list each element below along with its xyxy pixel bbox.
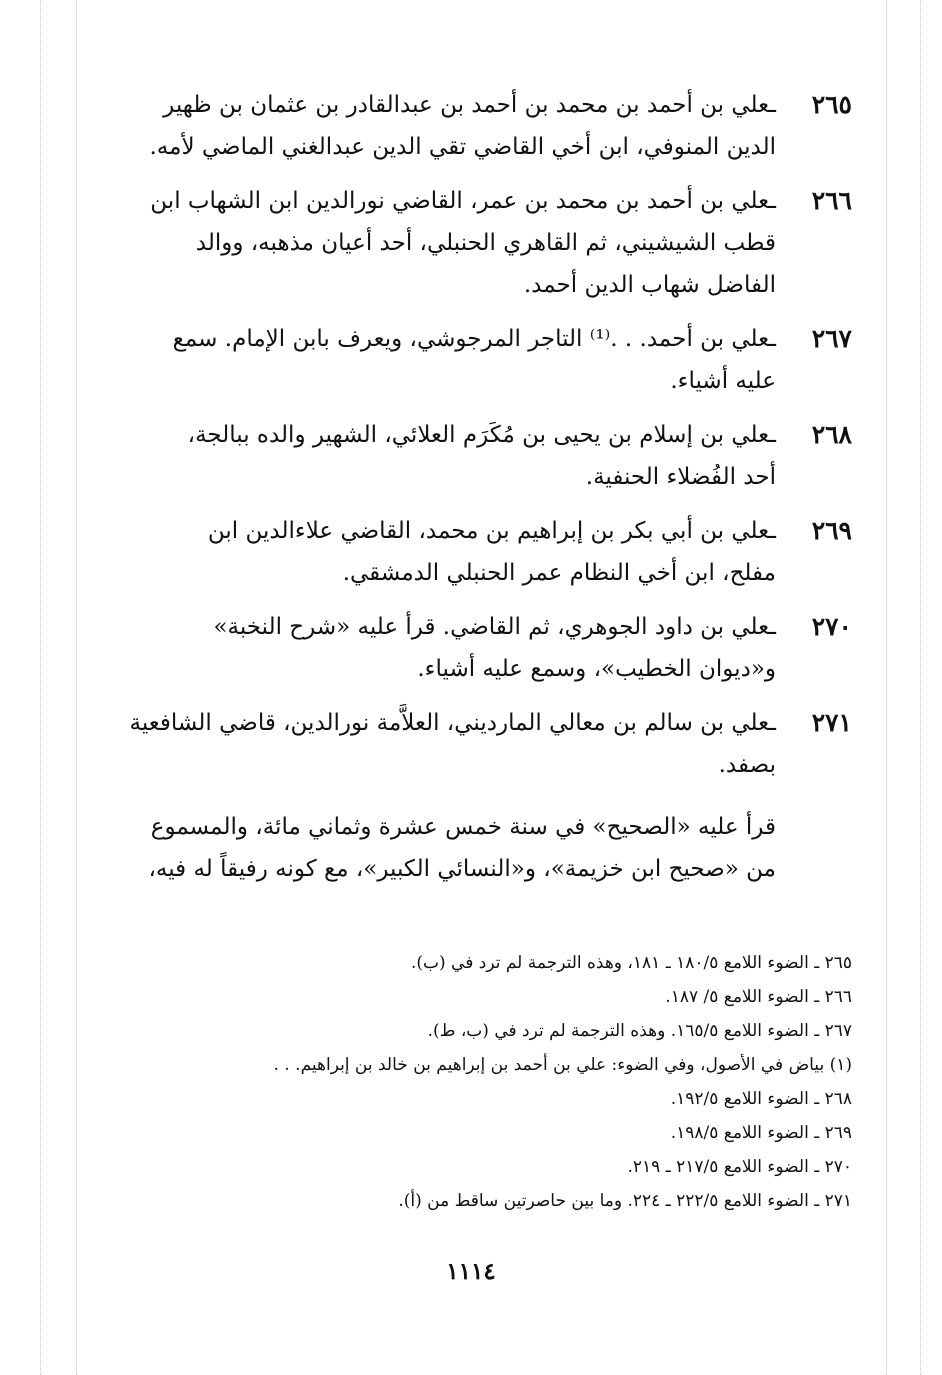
footnote: ٢٦٨ ـ الضوء اللامع ١٩٢/٥. — [670, 1089, 852, 1109]
margin-guide-right-inner — [886, 0, 887, 1375]
entry-line: ـعلي بن أحمد بن محمد بن أحمد بن عبدالقادر بن عثمان بن ظهير — [163, 92, 776, 118]
entry-line: ـعلي بن أبي بكر بن إبراهيم بن محمد، القاضي علاءالدين ابن — [207, 518, 776, 544]
entry-line: ـعلي بن داود الجوهري، ثم القاضي. قرأ عليه «شرح النخبة» — [213, 614, 776, 640]
entry-number: ٢٦٥ — [811, 90, 852, 119]
footnote: ٢٦٥ ـ الضوء اللامع ١٨٠/٥ ـ ١٨١، وهذه الترجمة لم ترد في (ب). — [410, 953, 852, 973]
footnote: ٢٧٠ ـ الضوء اللامع ٢١٧/٥ ـ ٢١٩. — [627, 1157, 852, 1177]
entry-267 — [100, 318, 852, 402]
entry-270 — [100, 606, 852, 690]
entry-268 — [100, 414, 852, 498]
entry-number: ٢٧١ — [811, 708, 852, 737]
entry-line: الفاضل شهاب الدين أحمد. — [523, 272, 776, 298]
footnote: (١) بياض في الأصول، وفي الضوء: علي بن أحمد بن إبراهيم بن خالد بن إبراهيم. . . — [273, 1055, 852, 1075]
paragraph-line: قرأ عليه «الصحيح» في سنة خمس عشرة وثماني مائة، والمسموع — [150, 814, 776, 840]
footnotes — [100, 946, 852, 1218]
entry-line: ـعلي بن سالم بن معالي المارديني، العلاَّمة نورالدين، قاضي الشافعية — [129, 710, 776, 736]
entry-line: الدين المنوفي، ابن أخي القاضي تقي الدين عبدالغني الماضي لأمه. — [149, 134, 776, 160]
entry-line: قطب الشيشيني، ثم القاهري الحنبلي، أحد أعيان مذهبه، ووالد — [195, 230, 776, 256]
entry-number: ٢٦٧ — [811, 324, 852, 353]
entry-number: ٢٦٨ — [811, 420, 852, 449]
footnote: ٢٦٧ ـ الضوء اللامع ١٦٥/٥. وهذه الترجمة لم ترد في (ب، ط). — [427, 1021, 852, 1041]
main-text — [100, 84, 852, 890]
entry-266 — [100, 180, 852, 306]
entry-number: ٢٧٠ — [811, 612, 852, 641]
entry-line: ـعلي بن أحمد. . .⁽¹⁾ التاجر المرجوشي، ويعرف بابن الإمام. سمع — [172, 326, 776, 352]
paragraph-line: من «صحيح ابن خزيمة»، و«النسائي الكبير»، مع كونه رفيقاً له فيه، — [148, 856, 776, 882]
margin-guide-left — [40, 0, 41, 1375]
entry-line: أحد الفُضلاء الحنفية. — [585, 464, 776, 490]
entry-line: و«ديوان الخطيب»، وسمع عليه أشياء. — [417, 656, 776, 682]
footnote: ٢٧١ ـ الضوء اللامع ٢٢٢/٥ ـ ٢٢٤. وما بين حاصرتين ساقط من (أ). — [398, 1191, 852, 1211]
margin-guide-left-inner — [76, 0, 77, 1375]
entry-number: ٢٦٦ — [811, 186, 852, 215]
entry-271 — [100, 702, 852, 786]
entry-265 — [100, 84, 852, 168]
entry-line: عليه أشياء. — [670, 368, 776, 394]
entry-line: مفلح، ابن أخي النظام عمر الحنبلي الدمشقي. — [342, 560, 776, 586]
entry-269 — [100, 510, 852, 594]
entry-line: بصفد. — [718, 752, 776, 778]
continuation-paragraph — [100, 806, 852, 890]
entry-line: ـعلي بن أحمد بن محمد بن عمر، القاضي نورالدين ابن الشهاب ابن — [150, 188, 776, 214]
footnote: ٢٦٦ ـ الضوء اللامع ٥/ ١٨٧. — [665, 987, 852, 1007]
margin-guide-right — [920, 0, 921, 1375]
entry-line: ـعلي بن إسلام بن يحيى بن مُكَرَم العلائي، الشهير والده ببالجة، — [187, 422, 776, 448]
entry-number: ٢٦٩ — [811, 516, 852, 545]
footnote: ٢٦٩ ـ الضوء اللامع ١٩٨/٥. — [670, 1123, 852, 1143]
page-number: ١١١٤ — [446, 1258, 496, 1285]
